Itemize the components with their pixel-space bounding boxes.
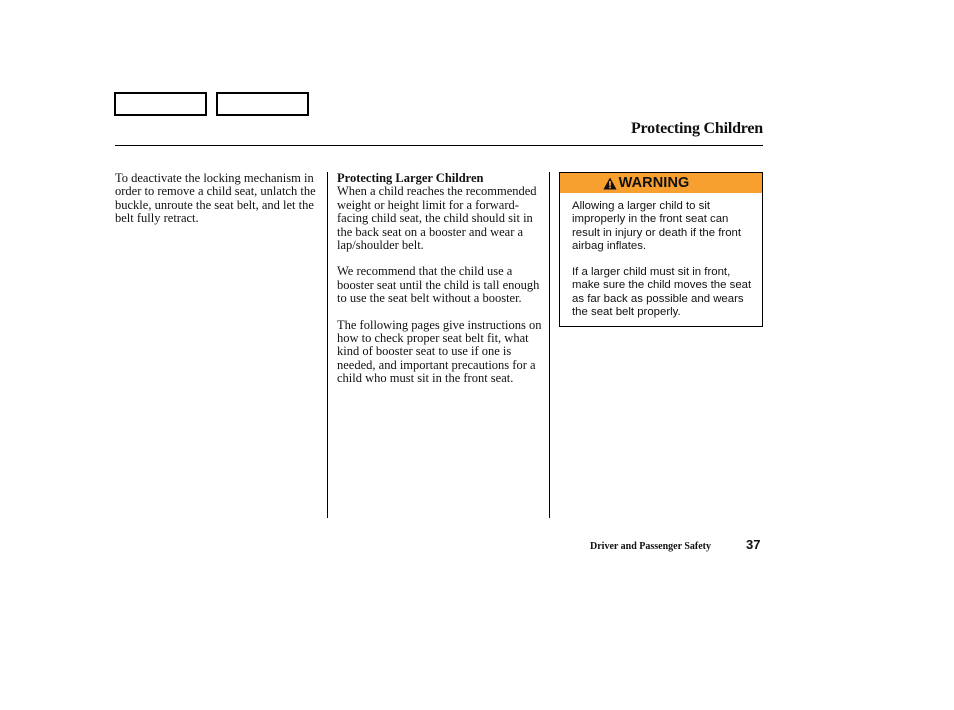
warning-paragraph-2: If a larger child must sit in front, make sure the child moves the seat as far back as possible and wears the seat belt properly. [572, 266, 752, 319]
page-number: 37 [746, 537, 761, 552]
column-divider-right [549, 172, 550, 518]
warning-label: WARNING [618, 175, 690, 191]
section-heading: Protecting Larger Children [337, 171, 484, 185]
middle-paragraph-1: When a child reaches the recommended weight or height limit for a forward-facing child seat, the child should sit in the back seat on a booster and wear a lap/shoulder belt. [337, 184, 537, 253]
middle-paragraph-2: We recommend that the child use a booster seat until the child is tall enough to use the seat belt without a booster. [337, 264, 540, 306]
warning-text [572, 200, 758, 319]
column-divider-left [327, 172, 328, 518]
next-page-button[interactable] [216, 92, 309, 116]
page-title: Protecting Children [630, 120, 763, 137]
left-paragraph: To deactivate the locking mechanism in order to remove a child seat, unlatch the buckle, unroute the seat belt, and let the belt fully retract. [115, 171, 316, 226]
warning-box [559, 172, 763, 327]
warning-paragraph-1: Allowing a larger child to sit improperly in the front seat can result in injury or death if the front airbag inflates. [572, 200, 742, 252]
footer-section-title: Driver and Passenger Safety [590, 541, 712, 552]
middle-column [337, 172, 545, 386]
warning-triangle-icon [603, 177, 617, 190]
title-divider [115, 145, 763, 146]
warning-header [560, 173, 762, 193]
left-column [115, 172, 321, 226]
middle-paragraph-3: The following pages give instructions on how to check proper seat belt fit, what kind of booster seat to use if one is needed, and important precautions for a child who must sit in the front seat. [337, 317, 542, 386]
previous-page-button[interactable] [114, 92, 207, 116]
